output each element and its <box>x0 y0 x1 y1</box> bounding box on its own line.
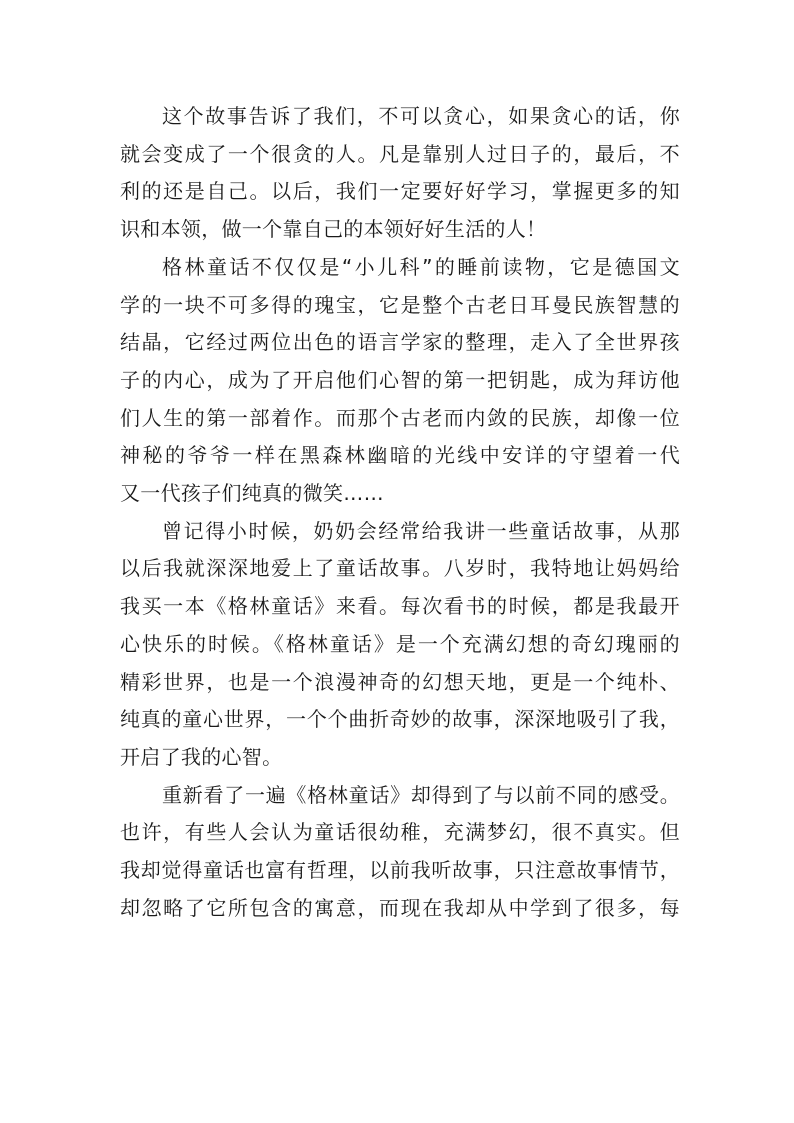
paragraph-4 <box>120 777 680 928</box>
text-line: 就会变成了一个很贪的人。凡是靠别人过日子的，最后，不 <box>120 141 680 166</box>
text-line: 也许，有些人会认为童话很幼稚，充满梦幻，很不真实。但 <box>120 820 680 845</box>
paragraph-2 <box>120 249 680 513</box>
text-line: 曾记得小时候，奶奶会经常给我讲一些童话故事，从那 <box>162 518 680 543</box>
text-line: 学的一块不可多得的瑰宝，它是整个古老日耳曼民族智慧的 <box>120 292 680 317</box>
text-line: 我买一本《格林童话》来看。每次看书的时候，都是我最开 <box>120 594 680 619</box>
text-line: 精彩世界，也是一个浪漫神奇的幻想天地，更是一个纯朴、 <box>120 669 680 694</box>
text-line: 却忽略了它所包含的寓意，而现在我却从中学到了很多，每 <box>120 895 680 920</box>
text-line: 开启了我的心智。 <box>120 744 283 769</box>
text-line: 心快乐的时候。《格林童话》是一个充满幻想的奇幻瑰丽的 <box>120 631 680 656</box>
text-line: 子的内心，成为了开启他们心智的第一把钥匙，成为拜访他 <box>120 367 680 392</box>
text-line: 又一代孩子们纯真的微笑…… <box>120 481 384 506</box>
text-line: 我却觉得童话也富有哲理，以前我听故事，只注意故事情节， <box>120 858 680 883</box>
text-line: 利的还是自己。以后，我们一定要好好学习，掌握更多的知 <box>120 179 680 204</box>
text-line: 识和本领，做一个靠自己的本领好好生活的人！ <box>120 217 547 242</box>
text-line: 重新看了一遍《格林童话》却得到了与以前不同的感受。 <box>162 782 680 807</box>
text-line: 格林童话不仅仅是“小儿科”的睡前读物，它是德国文 <box>162 254 680 279</box>
text-line: 神秘的爷爷一样在黑森林幽暗的光线中安详的守望着一代 <box>120 443 680 468</box>
text-line: 以后我就深深地爱上了童话故事。八岁时，我特地让妈妈给 <box>120 556 680 581</box>
text-line: 纯真的童心世界，一个个曲折奇妙的故事，深深地吸引了我， <box>120 707 680 732</box>
paragraph-3 <box>120 513 680 777</box>
text-line: 们人生的第一部着作。而那个古老而内敛的民族，却像一位 <box>120 405 680 430</box>
paragraph-1 <box>120 98 680 249</box>
text-line: 这个故事告诉了我们，不可以贪心，如果贪心的话，你 <box>162 104 680 128</box>
text-line: 结晶，它经过两位出色的语言学家的整理，走入了全世界孩 <box>120 330 680 355</box>
body-text <box>120 98 680 927</box>
